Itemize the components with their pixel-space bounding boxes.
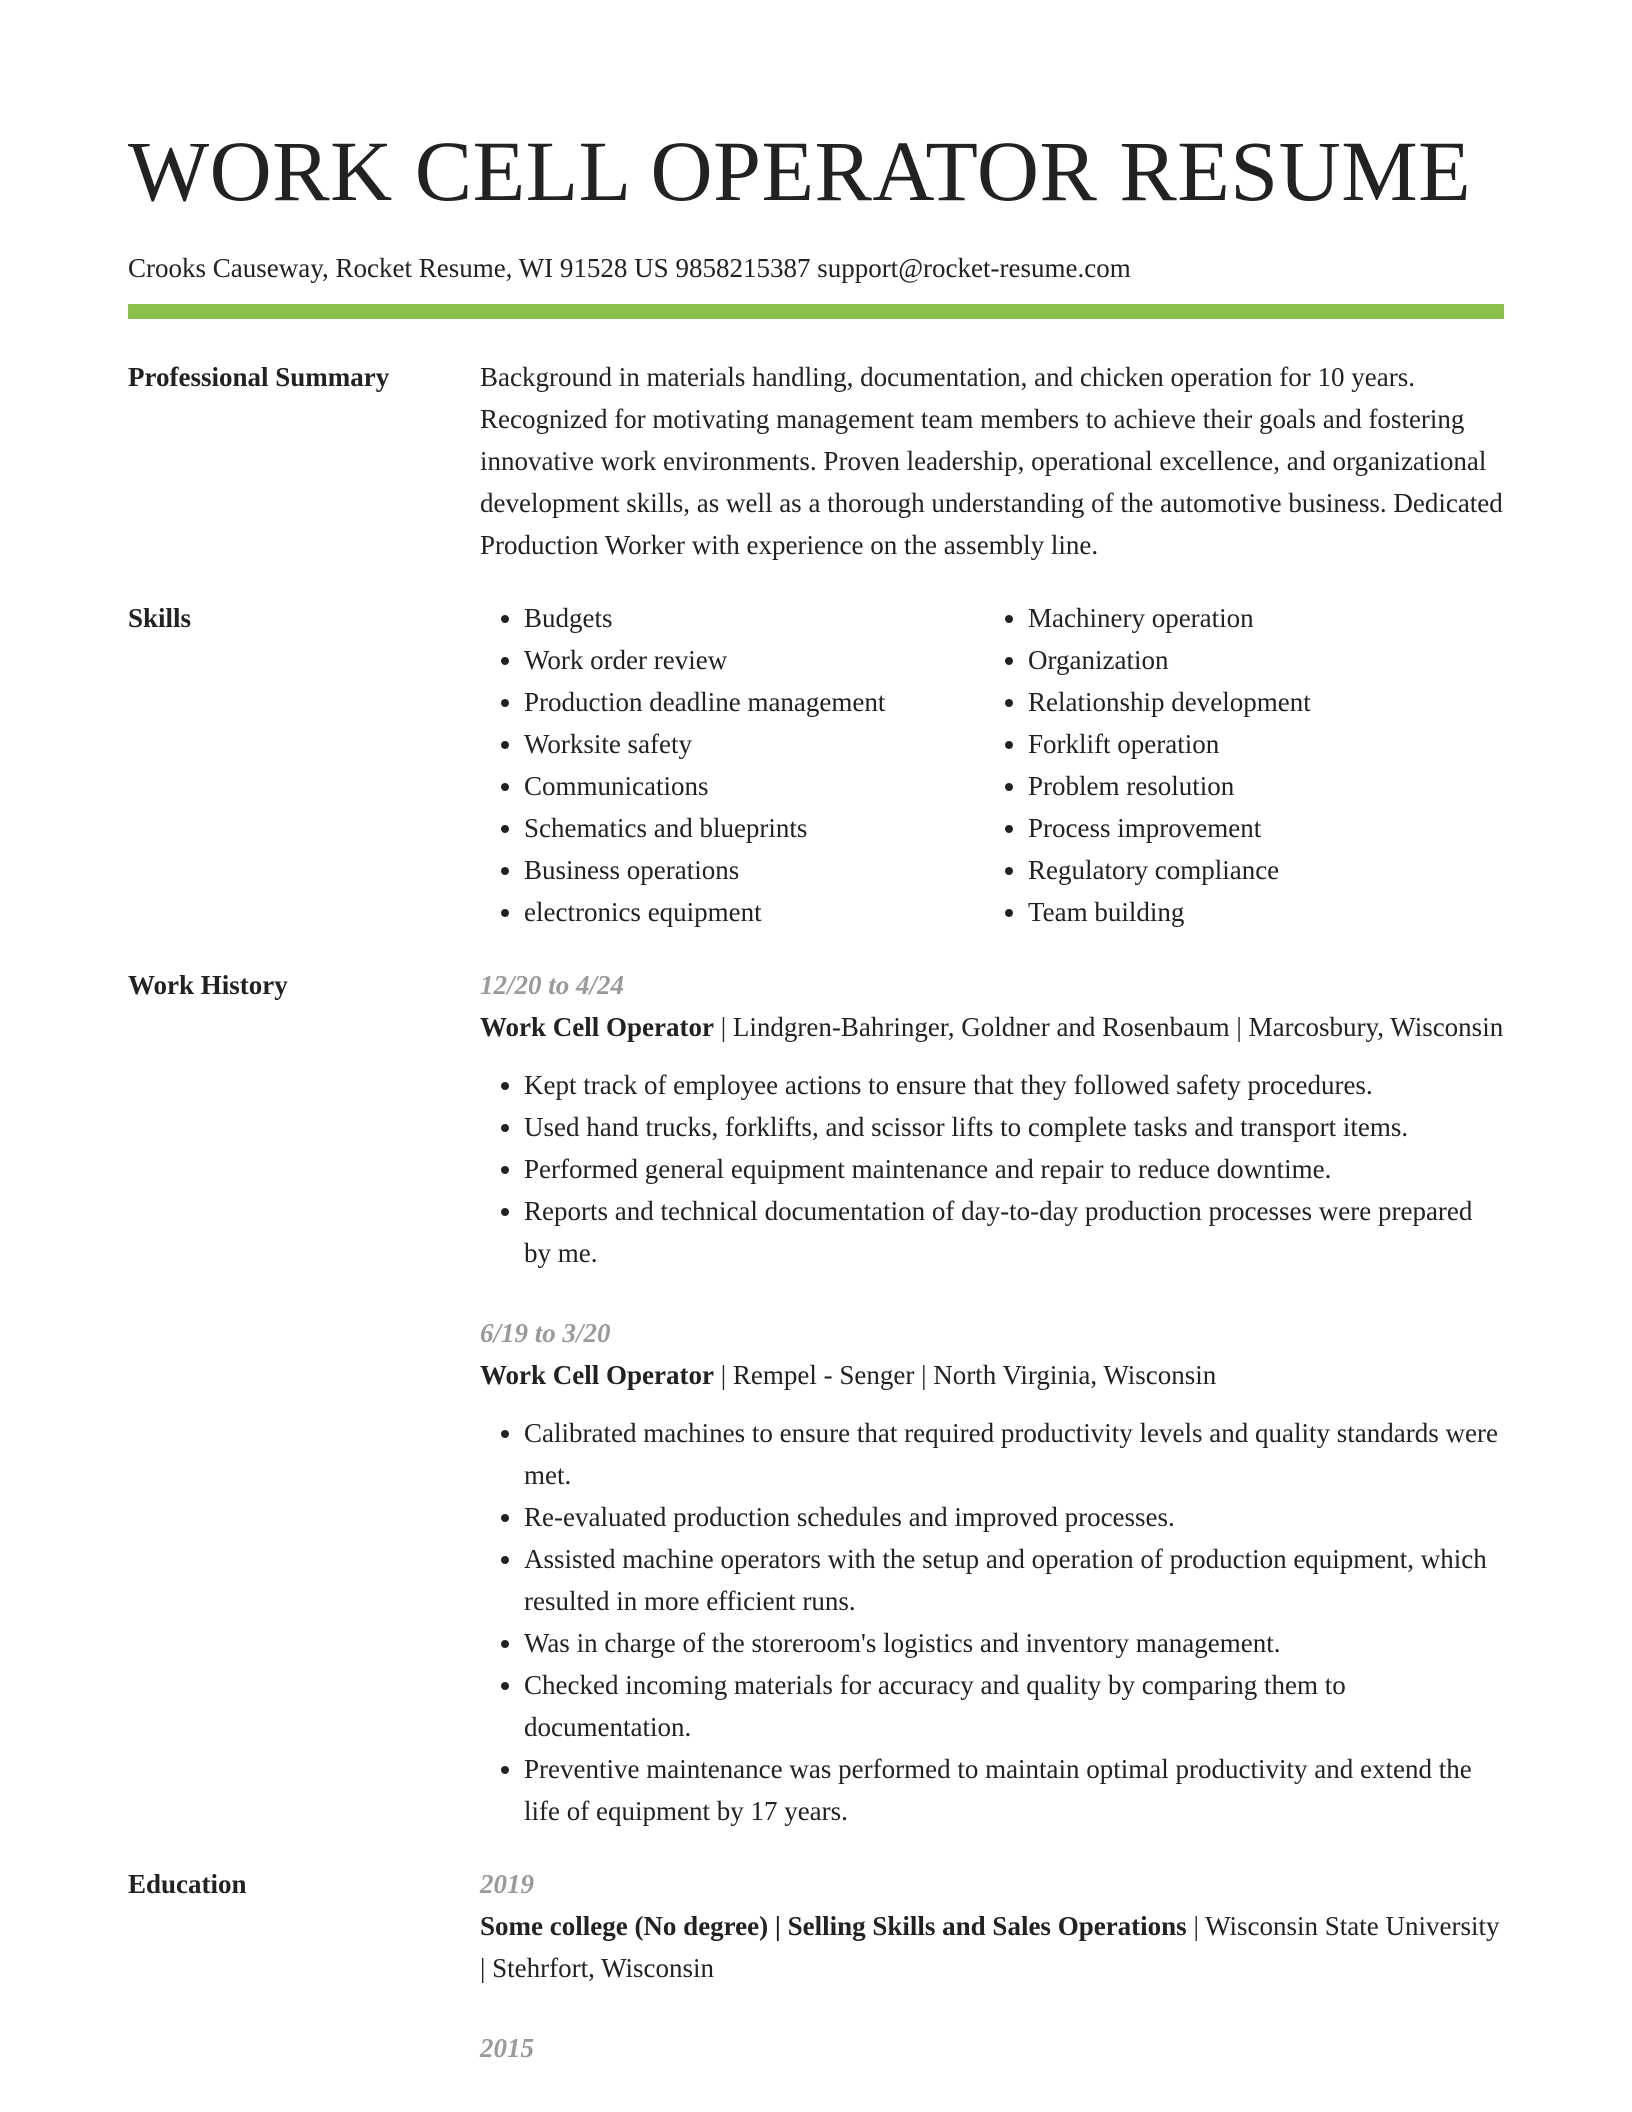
skill-item: • Machinery operation: [1028, 597, 1488, 639]
job-headline: [480, 1006, 1504, 1048]
job-bullets: [480, 1064, 1504, 1274]
job-entry: [480, 964, 1504, 1274]
skills-list-right: [984, 597, 1488, 933]
job-bullet: • Preventive maintenance was performed to maintain optimal productivity and extend the life of equipment by 17 years.: [524, 1748, 1504, 1832]
job-bullet: • Performed general equipment maintenance and repair to reduce downtime.: [524, 1148, 1504, 1190]
job-bullet: • Reports and technical documentation of day-to-day production processes were prepared by me.: [524, 1190, 1504, 1274]
resume-page: [128, 0, 1504, 2069]
skill-item: • Budgets: [524, 597, 984, 639]
skill-item: • Process improvement: [1028, 807, 1488, 849]
job-dates: 12/20 to 4/24: [480, 970, 625, 1000]
skills-section: [128, 597, 1504, 933]
job-bullet: • Was in charge of the storeroom's logistics and inventory management.: [524, 1622, 1504, 1664]
skills-columns: [480, 597, 1504, 933]
job-bullet: • Assisted machine operators with the setup and operation of production equipment, which resulted in more efficient runs.: [524, 1538, 1504, 1622]
education-headline: [480, 1905, 1504, 1989]
section-title-summary: Professional Summary: [128, 362, 390, 392]
section-title-education: Education: [128, 1869, 247, 1899]
education-year: 2015: [480, 2033, 534, 2063]
job-title: Work Cell Operator: [480, 1012, 714, 1042]
skill-item: • Problem resolution: [1028, 765, 1488, 807]
job-bullet: • Calibrated machines to ensure that required productivity levels and quality standards were met.: [524, 1412, 1504, 1496]
job-company-location: | Rempel - Senger | North Virginia, Wisconsin: [713, 1360, 1217, 1390]
contact-line: [128, 251, 1504, 285]
contact-email: support@rocket-resume.com: [817, 253, 1131, 283]
education-list: [480, 1863, 1504, 2069]
job-bullets: [480, 1412, 1504, 1832]
skill-item: • Team building: [1028, 891, 1488, 933]
job-bullet: • Checked incoming materials for accuracy and quality by comparing them to documentation.: [524, 1664, 1504, 1748]
contact-phone: 9858215387: [675, 253, 811, 283]
header-divider: [128, 304, 1504, 319]
job-headline: [480, 1354, 1504, 1396]
skill-item: • Work order review: [524, 639, 984, 681]
skill-item: • Organization: [1028, 639, 1488, 681]
job-dates: 6/19 to 3/20: [480, 1318, 611, 1348]
job-bullet: • Used hand trucks, forklifts, and scissor lifts to complete tasks and transport items.: [524, 1106, 1504, 1148]
resume-title: WORK CELL OPERATOR RESUME: [128, 123, 1472, 219]
work-history-list: [480, 964, 1504, 1832]
education-year: 2019: [480, 1869, 534, 1899]
job-title: Work Cell Operator: [480, 1360, 714, 1390]
skill-item: • Business operations: [524, 849, 984, 891]
skill-item: • Forklift operation: [1028, 723, 1488, 765]
job-entry: [480, 1312, 1504, 1832]
education-degree: Some college (No degree) | Selling Skills and Sales Operations: [480, 1911, 1187, 1941]
summary-text: Background in materials handling, documentation, and chicken operation for 10 years. Recognized for motivating management team members to achieve their goals and fostering innovative work environments. Proven leadership, operational excellence, and organizational development skills, as well as a thorough understanding of the automotive business. Dedicated Production Worker with experience on the assembly line.: [480, 362, 1503, 560]
education-section: [128, 1863, 1504, 2069]
work-history-section: [128, 964, 1504, 1832]
skill-item: • Relationship development: [1028, 681, 1488, 723]
skill-item: • Worksite safety: [524, 723, 984, 765]
job-bullet: • Kept track of employee actions to ensure that they followed safety procedures.: [524, 1064, 1504, 1106]
education-entry: [480, 2027, 1504, 2069]
skills-list-left: [480, 597, 984, 933]
education-school: | Wisconsin State University | Stehrfort, Wisconsin: [480, 1911, 1500, 1983]
education-entry: [480, 1863, 1504, 1989]
section-title-work-history: Work History: [128, 970, 288, 1000]
skill-item: • Communications: [524, 765, 984, 807]
section-title-skills: Skills: [128, 603, 192, 633]
contact-address: Crooks Causeway, Rocket Resume, WI 91528 US: [128, 253, 669, 283]
summary-section: [128, 356, 1504, 566]
skill-item: • electronics equipment: [524, 891, 984, 933]
skill-item: • Schematics and blueprints: [524, 807, 984, 849]
skill-item: • Regulatory compliance: [1028, 849, 1488, 891]
skill-item: • Production deadline management: [524, 681, 984, 723]
job-bullet: • Re-evaluated production schedules and improved processes.: [524, 1496, 1504, 1538]
job-company-location: | Lindgren-Bahringer, Goldner and Rosenbaum | Marcosbury, Wisconsin: [713, 1012, 1504, 1042]
